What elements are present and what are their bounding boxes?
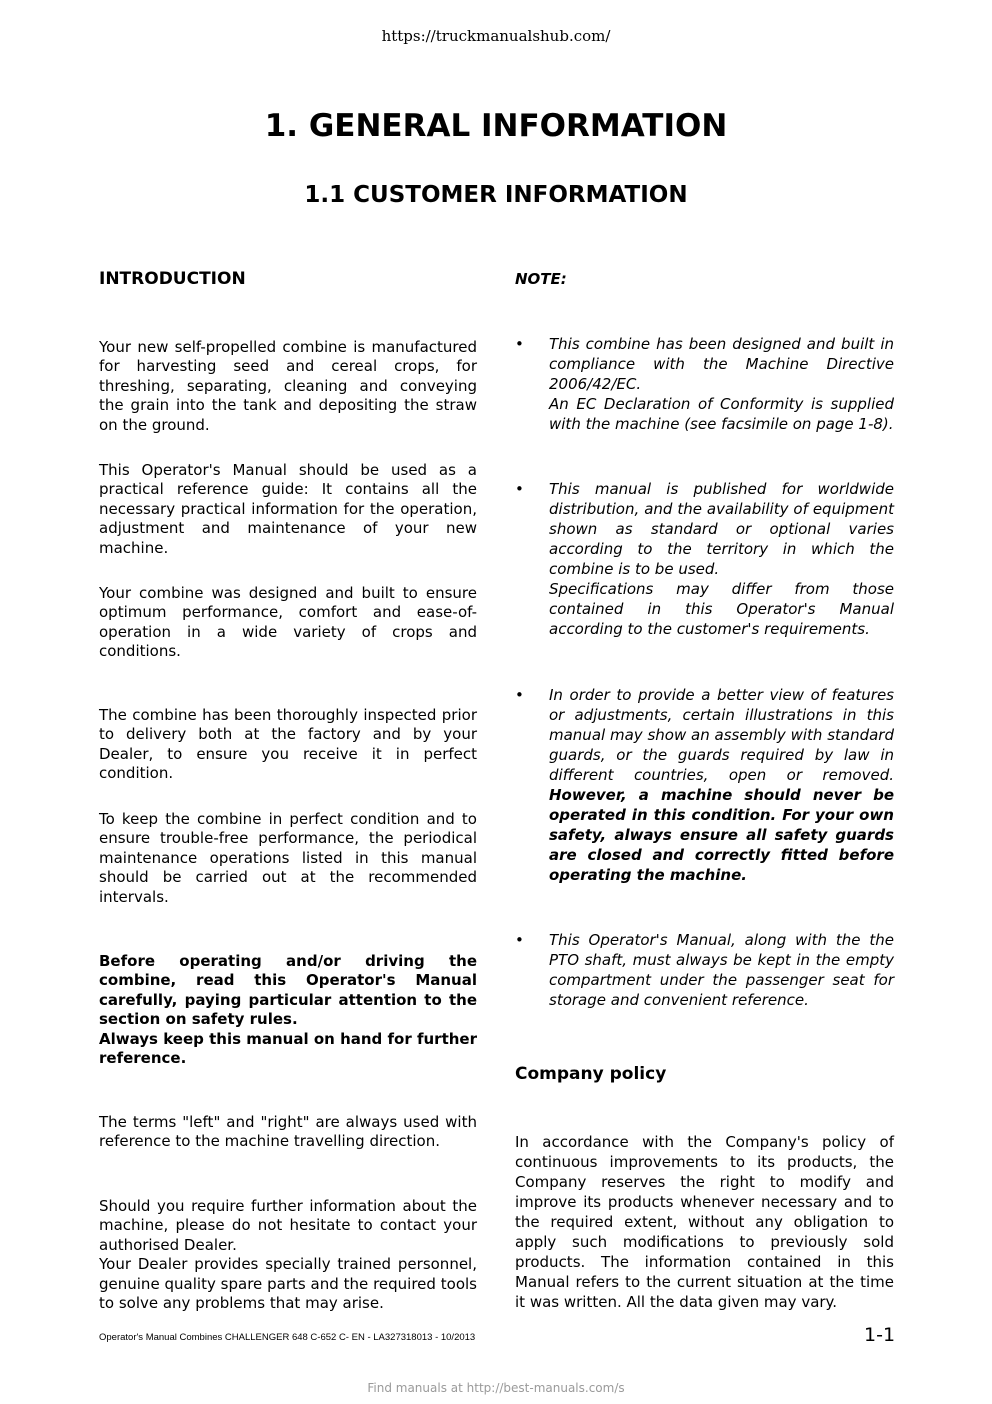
introduction-heading-text: INTRODUCTION bbox=[99, 269, 246, 289]
intro-paragraph-3 bbox=[99, 584, 477, 662]
intro-paragraph-8 bbox=[99, 1197, 477, 1313]
note-bullet-2 bbox=[515, 479, 894, 639]
safety-warning-paragraph bbox=[99, 952, 477, 1068]
note-heading bbox=[515, 269, 894, 289]
intro-paragraph-4-text: The combine has been thoroughly inspected prior to delivery both at the factory and by your Dealer, to ensure you receive it in perfect condition. bbox=[99, 706, 477, 783]
intro-paragraph-2 bbox=[99, 461, 477, 558]
intro-paragraph-2-text: This Operator's Manual should be used as a practical reference guide: It contains all the necessary practical information for the operation, adjustment and maintenance of your new machine. bbox=[99, 461, 477, 557]
intro-paragraph-5-text: To keep the combine in perfect condition and to ensure trouble-free performance, the periodical maintenance operations listed in this manual should be carried out at the recommended intervals. bbox=[99, 810, 477, 906]
note-bullet-1 bbox=[515, 334, 894, 434]
contact-dealer-text: Should you require further information about the machine, please do not hesitate to contact your authorised Dealer. bbox=[99, 1197, 477, 1254]
manuals-link[interactable]: Find manuals at http://best-manuals.com/s bbox=[367, 1381, 625, 1395]
note-bullet-2-text: This manual is published for worldwide distribution, and the availability of equipment shown as standard or optional varies according to the territory in which the combine is to be used. bbox=[549, 480, 894, 578]
intro-paragraph-1-text: Your new self-propelled combine is manufactured for harvesting seed and cereal crops, for threshing, separating, cleaning and conveying the grain into the tank and depositing the straw on the ground. bbox=[99, 338, 477, 434]
bullet-icon: • bbox=[515, 686, 524, 704]
company-policy-paragraph bbox=[515, 1132, 894, 1312]
note-bullet-3 bbox=[515, 685, 894, 885]
intro-paragraph-3-text: Your combine was designed and built to ensure optimum performance, comfort and ease-of-operation in a wide variety of crops and conditions. bbox=[99, 584, 477, 661]
header-url[interactable]: https://truckmanualshub.com/ bbox=[381, 27, 611, 45]
note-bullet-3-paragraph bbox=[549, 685, 894, 885]
intro-paragraph-5 bbox=[99, 810, 477, 907]
note-heading-text: NOTE: bbox=[515, 270, 567, 288]
dealer-services-text: Your Dealer provides specially trained personnel, genuine quality spare parts and the required tools to solve any problems that may arise. bbox=[99, 1255, 477, 1313]
section-title: 1.1 CUSTOMER INFORMATION bbox=[304, 182, 688, 208]
left-right-terms-text: The terms "left" and "right" are always used with reference to the machine travelling direction. bbox=[99, 1113, 477, 1151]
note-bullet-4-text: This Operator's Manual, along with the the PTO shaft, must always be kept in the empty compartment under the passenger seat for storage and convenient reference. bbox=[549, 931, 894, 1009]
note-bullet-1-declaration: An EC Declaration of Conformity is supplied with the machine (see facsimile on page 1-8). bbox=[549, 395, 894, 433]
note-bullet-3-text: In order to provide a better view of features or adjustments, certain illustrations in this manual may show an assembly with standard guards, or the guards required by law in different countries, open or removed. bbox=[549, 686, 894, 784]
bullet-icon: • bbox=[515, 480, 524, 498]
intro-paragraph-4 bbox=[99, 706, 477, 784]
intro-paragraph-7 bbox=[99, 1113, 477, 1152]
safety-warning-text: Before operating and/or driving the combine, read this Operator's Manual carefully, paying particular attention to the section on safety rules. bbox=[99, 952, 477, 1029]
bullet-icon: • bbox=[515, 335, 524, 353]
bullet-icon: • bbox=[515, 931, 524, 949]
page-number: 1-1 bbox=[864, 1324, 896, 1346]
footer-reference: Operator's Manual Combines CHALLENGER 648 C-652 C- EN - LA327318013 - 10/2013 bbox=[99, 1332, 476, 1343]
intro-paragraph-1 bbox=[99, 338, 477, 435]
keep-manual-text: Always keep this manual on hand for further reference. bbox=[99, 1029, 477, 1068]
note-bullet-1-text: This combine has been designed and built in compliance with the Machine Directive 2006/42/EC. bbox=[549, 335, 894, 393]
note-bullet-3-warning: However, a machine should never be operated in this condition. For your own safety, always ensure all safety guards are closed and correctly fitted before operating the machine. bbox=[549, 786, 894, 884]
company-policy-heading-text: Company policy bbox=[515, 1064, 667, 1084]
company-policy-heading bbox=[515, 1064, 894, 1084]
introduction-heading bbox=[99, 269, 477, 289]
page-title: 1. GENERAL INFORMATION bbox=[264, 108, 728, 144]
company-policy-text: In accordance with the Company's policy of continuous improvements to its products, the Company reserves the right to modify and improve its products whenever necessary and to the required extent, without any obligation to apply such modifications to previously sold products. The information contained in this Manual refers to the current situation at the time it was written. All the data given may vary. bbox=[515, 1133, 894, 1311]
note-bullet-4 bbox=[515, 930, 894, 1010]
note-bullet-2-specs: Specifications may differ from those contained in this Operator's Manual according to the customer's requirements. bbox=[549, 580, 894, 638]
